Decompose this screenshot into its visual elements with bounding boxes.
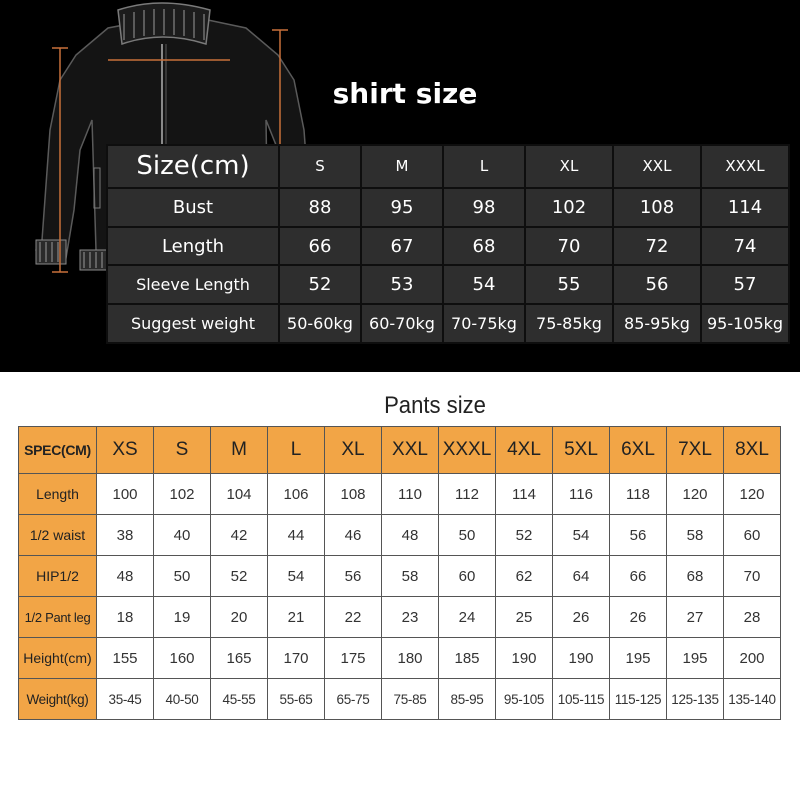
- pants-cell: 58: [667, 515, 724, 556]
- pants-cell: 55-65: [268, 679, 325, 720]
- pants-cell: 45-55: [211, 679, 268, 720]
- shirt-row-label: Suggest weight: [108, 305, 278, 342]
- pants-cell: 190: [496, 638, 553, 679]
- pants-header-cell: 8XL: [724, 427, 781, 474]
- pants-cell: 50: [154, 556, 211, 597]
- pants-cell: 95-105: [496, 679, 553, 720]
- shirt-header-cell: M: [362, 146, 442, 187]
- pants-cell: 56: [610, 515, 667, 556]
- shirt-cell: 53: [362, 266, 442, 303]
- pants-cell: 24: [439, 597, 496, 638]
- shirt-header-cell: XXL: [614, 146, 700, 187]
- pants-cell: 27: [667, 597, 724, 638]
- shirt-panel: [0, 0, 800, 372]
- pants-cell: 180: [382, 638, 439, 679]
- pants-size-table: [18, 426, 781, 720]
- pants-cell: 46: [325, 515, 382, 556]
- pants-cell: 195: [610, 638, 667, 679]
- pants-row-label: Height(cm): [19, 638, 97, 679]
- pants-cell: 28: [724, 597, 781, 638]
- pants-cell: 54: [268, 556, 325, 597]
- pants-cell: 102: [154, 474, 211, 515]
- pants-cell: 112: [439, 474, 496, 515]
- pants-cell: 108: [325, 474, 382, 515]
- pants-size-title: Pants size: [384, 392, 486, 419]
- shirt-cell: 68: [444, 228, 524, 265]
- pants-header-cell: 5XL: [553, 427, 610, 474]
- pants-cell: 58: [382, 556, 439, 597]
- pants-row: [19, 679, 781, 720]
- pants-row: [19, 597, 781, 638]
- pants-cell: 110: [382, 474, 439, 515]
- pants-row: [19, 515, 781, 556]
- pants-header-cell: SPEC(CM): [19, 427, 97, 474]
- pants-cell: 200: [724, 638, 781, 679]
- pants-row-label: 1/2 waist: [19, 515, 97, 556]
- pants-row-label: HIP1/2: [19, 556, 97, 597]
- pants-cell: 155: [97, 638, 154, 679]
- shirt-cell: 70: [526, 228, 612, 265]
- pants-cell: 70: [724, 556, 781, 597]
- pants-cell: 105-115: [553, 679, 610, 720]
- shirt-cell: 57: [702, 266, 788, 303]
- pants-cell: 26: [553, 597, 610, 638]
- pants-cell: 52: [496, 515, 553, 556]
- pants-header-cell: L: [268, 427, 325, 474]
- pants-header-cell: XXXL: [439, 427, 496, 474]
- pants-cell: 120: [667, 474, 724, 515]
- pants-cell: 50: [439, 515, 496, 556]
- pants-cell: 60: [439, 556, 496, 597]
- shirt-row: [108, 189, 788, 226]
- pants-cell: 54: [553, 515, 610, 556]
- shirt-size-table: [106, 144, 790, 344]
- pants-cell: 20: [211, 597, 268, 638]
- pants-cell: 68: [667, 556, 724, 597]
- pants-cell: 195: [667, 638, 724, 679]
- pants-cell: 185: [439, 638, 496, 679]
- shirt-cell: 60-70kg: [362, 305, 442, 342]
- shirt-row-label: Sleeve Length: [108, 266, 278, 303]
- shirt-cell: 88: [280, 189, 360, 226]
- pants-row: [19, 638, 781, 679]
- shirt-header-cell: XL: [526, 146, 612, 187]
- shirt-size-title: shirt size: [332, 77, 478, 110]
- shirt-row-label: Bust: [108, 189, 278, 226]
- shirt-row: [108, 228, 788, 265]
- pants-cell: 120: [724, 474, 781, 515]
- pants-cell: 165: [211, 638, 268, 679]
- shirt-header-cell: L: [444, 146, 524, 187]
- pants-row: [19, 556, 781, 597]
- shirt-header-cell: S: [280, 146, 360, 187]
- shirt-cell: 102: [526, 189, 612, 226]
- shirt-header-cell: XXXL: [702, 146, 788, 187]
- pants-cell: 25: [496, 597, 553, 638]
- pants-cell: 26: [610, 597, 667, 638]
- pants-cell: 19: [154, 597, 211, 638]
- pants-cell: 116: [553, 474, 610, 515]
- pants-cell: 48: [382, 515, 439, 556]
- pants-cell: 135-140: [724, 679, 781, 720]
- pants-header-cell: 4XL: [496, 427, 553, 474]
- pants-cell: 118: [610, 474, 667, 515]
- pants-cell: 38: [97, 515, 154, 556]
- pants-row: [19, 474, 781, 515]
- shirt-cell: 50-60kg: [280, 305, 360, 342]
- shirt-cell: 95-105kg: [702, 305, 788, 342]
- shirt-cell: 98: [444, 189, 524, 226]
- shirt-cell: 55: [526, 266, 612, 303]
- pants-cell: 114: [496, 474, 553, 515]
- pants-cell: 21: [268, 597, 325, 638]
- shirt-row: [108, 266, 788, 303]
- pants-cell: 22: [325, 597, 382, 638]
- shirt-cell: 70-75kg: [444, 305, 524, 342]
- shirt-cell: 114: [702, 189, 788, 226]
- shirt-row: [108, 305, 788, 342]
- pants-cell: 65-75: [325, 679, 382, 720]
- pants-header-cell: M: [211, 427, 268, 474]
- pants-cell: 64: [553, 556, 610, 597]
- shirt-cell: 74: [702, 228, 788, 265]
- pants-cell: 42: [211, 515, 268, 556]
- pants-cell: 66: [610, 556, 667, 597]
- shirt-row-label: Length: [108, 228, 278, 265]
- pants-cell: 106: [268, 474, 325, 515]
- pants-cell: 40: [154, 515, 211, 556]
- shirt-header-cell: Size(cm): [108, 146, 278, 187]
- pants-cell: 52: [211, 556, 268, 597]
- pants-cell: 18: [97, 597, 154, 638]
- shirt-cell: 75-85kg: [526, 305, 612, 342]
- pants-cell: 190: [553, 638, 610, 679]
- pants-header-row: [19, 427, 781, 474]
- pants-cell: 170: [268, 638, 325, 679]
- shirt-cell: 72: [614, 228, 700, 265]
- pants-header-cell: XL: [325, 427, 382, 474]
- pants-cell: 115-125: [610, 679, 667, 720]
- pants-row-label: 1/2 Pant leg: [19, 597, 97, 638]
- pants-cell: 60: [724, 515, 781, 556]
- pants-header-cell: 7XL: [667, 427, 724, 474]
- shirt-cell: 85-95kg: [614, 305, 700, 342]
- shirt-header-row: [108, 146, 788, 187]
- pants-cell: 23: [382, 597, 439, 638]
- pants-header-cell: S: [154, 427, 211, 474]
- pants-cell: 44: [268, 515, 325, 556]
- pants-cell: 48: [97, 556, 154, 597]
- shirt-cell: 108: [614, 189, 700, 226]
- pants-cell: 35-45: [97, 679, 154, 720]
- pants-header-cell: XXL: [382, 427, 439, 474]
- shirt-cell: 67: [362, 228, 442, 265]
- pants-header-cell: XS: [97, 427, 154, 474]
- pants-cell: 160: [154, 638, 211, 679]
- pants-cell: 85-95: [439, 679, 496, 720]
- pants-cell: 75-85: [382, 679, 439, 720]
- pants-cell: 104: [211, 474, 268, 515]
- shirt-cell: 66: [280, 228, 360, 265]
- pants-cell: 125-135: [667, 679, 724, 720]
- shirt-cell: 56: [614, 266, 700, 303]
- pants-cell: 175: [325, 638, 382, 679]
- shirt-cell: 95: [362, 189, 442, 226]
- shirt-cell: 54: [444, 266, 524, 303]
- pants-cell: 62: [496, 556, 553, 597]
- pants-cell: 40-50: [154, 679, 211, 720]
- pants-cell: 56: [325, 556, 382, 597]
- pants-row-label: Weight(kg): [19, 679, 97, 720]
- pants-header-cell: 6XL: [610, 427, 667, 474]
- pants-row-label: Length: [19, 474, 97, 515]
- shirt-cell: 52: [280, 266, 360, 303]
- pants-cell: 100: [97, 474, 154, 515]
